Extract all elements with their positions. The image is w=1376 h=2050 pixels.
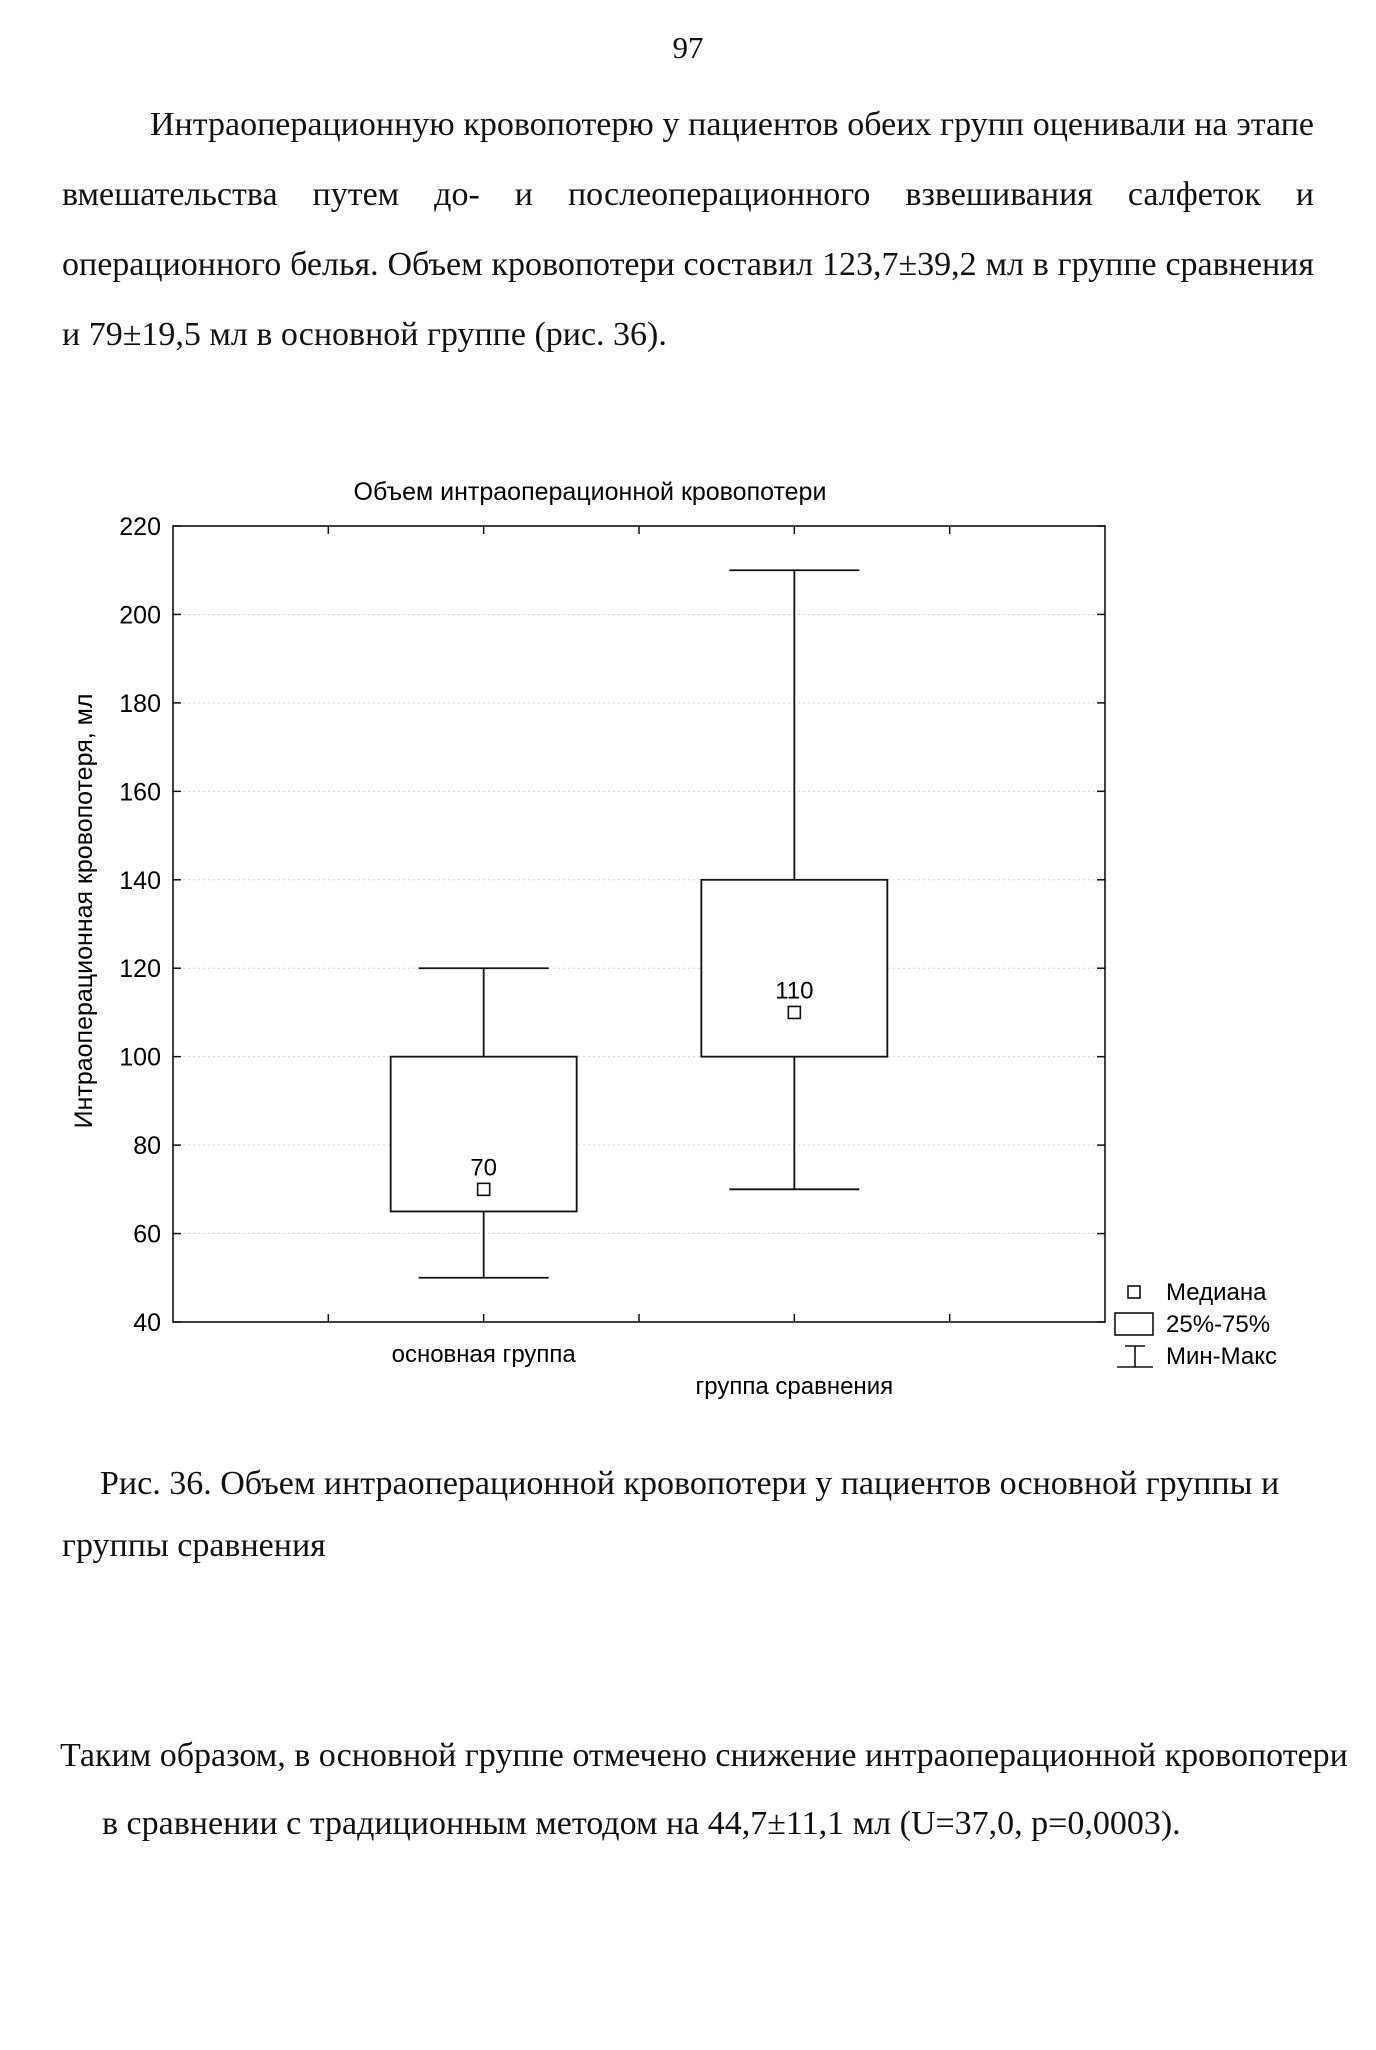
ticks-layer (119, 513, 1105, 1337)
y-tick-label: 140 (119, 866, 161, 895)
legend-median-label: Медиана (1166, 1279, 1267, 1306)
figure-caption (62, 1453, 1314, 1577)
y-tick-label: 160 (119, 778, 161, 807)
legend-box-label: 25%-75% (1166, 1311, 1271, 1338)
chart-title: Объем интраоперационной кровопотери (353, 478, 827, 506)
paragraph-blood-loss-method (62, 90, 1314, 370)
y-tick-label: 40 (133, 1309, 161, 1337)
y-tick-label: 120 (119, 955, 161, 984)
median-value-label: 70 (470, 1154, 498, 1182)
box-1 (391, 968, 577, 1278)
y-tick-label: 200 (119, 601, 161, 630)
plot-frame (173, 526, 1105, 1322)
box-2 (701, 570, 887, 1189)
x-category-label: группа сравнения (695, 1373, 894, 1400)
grid-layer (173, 614, 1105, 1233)
median-marker (478, 1183, 490, 1195)
y-tick-label: 220 (119, 513, 161, 541)
boxplot-figure (0, 470, 1376, 1430)
legend-minmax-label: Мин-Макс (1166, 1343, 1278, 1370)
caption-text: Рис. 36. Объем интраоперационной кровопотери у пациентов основной группы и группы сравнения (62, 1465, 1280, 1564)
legend-box-icon (1115, 1313, 1153, 1335)
median-marker (788, 1006, 800, 1018)
y-tick-label: 60 (133, 1220, 161, 1249)
y-tick-label: 180 (119, 689, 161, 718)
chart-legend (1115, 1279, 1277, 1370)
paragraph-text: Интраоперационную кровопотерю у пациентов обеих групп оценивали на этапе вмешательства путем до- и послеоперационного взвешивания салфеток и операционного белья. Объем кровопотери составил 123,7±39,2 мл в группе сравнения и 79±19,5 мл в основной группе (рис. 36). (62, 106, 1314, 353)
legend-whisker-icon (1117, 1346, 1153, 1367)
x-category-labels (392, 1341, 894, 1400)
boxes-layer (391, 570, 888, 1278)
y-tick-label: 80 (133, 1132, 161, 1161)
median-value-label: 110 (775, 977, 814, 1005)
x-category-label: основная группа (391, 1341, 576, 1368)
iqr-box (701, 880, 887, 1057)
legend-median-icon (1128, 1286, 1140, 1298)
y-axis-label: Интраоперационная кровопотеря, мл (70, 693, 98, 1129)
page-number: 97 (672, 30, 704, 65)
boxplot-chart (0, 470, 1376, 1430)
paragraph-conclusion: Таким образом, в основной группе отмечено снижение интраоперационной кровопотери в сравнении с традиционным методом на 44,7±11,1 мл (U=37,0, p=0,0003). (60, 1737, 1348, 1842)
y-tick-label: 100 (119, 1043, 161, 1072)
